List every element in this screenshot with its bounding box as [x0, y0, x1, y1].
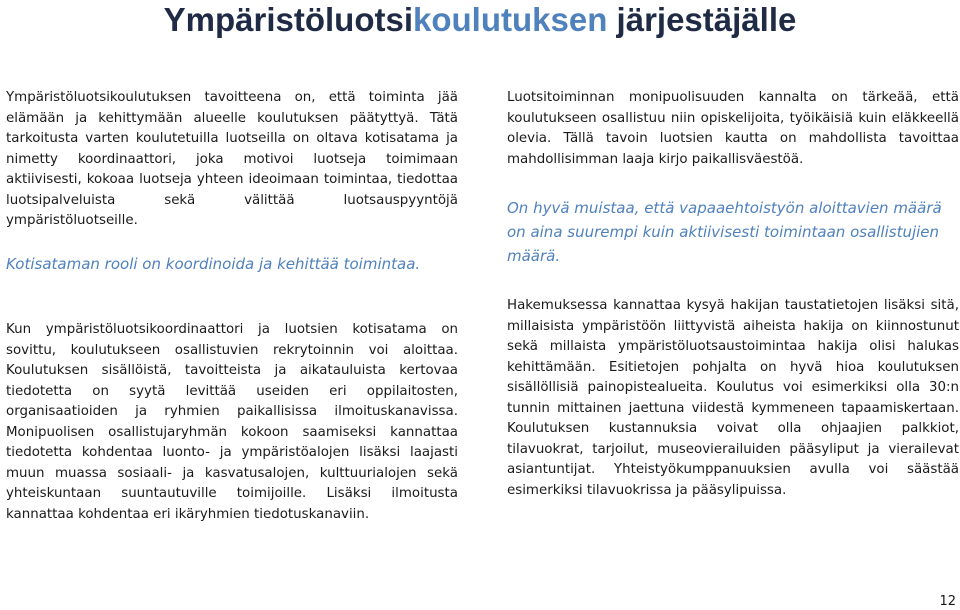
right-body-paragraph: Hakemuksessa kannattaa kysyä hakijan taustatietojen lisäksi sitä, millaisista ympäristöön liittyvistä aiheista hakija on kiinnostunut sekä millaista ympäristöluotsaustoimintaa hakija olisi halukas kehittämään. Esitietojen pohjalta on hyvä hioa koulutuksen sisällöllisiä painopistealueita. Koulutus voi esimerkiksi olla 30:n tunnin mittainen jaettuna viidestä kymmeneen tapaamiskertaan. Koulutuksen kustannuksia voivat olla ohjaajien palkkiot, tilavuokrat, tarjoilut, museovierailuiden pääsyliput ja vierailevat asiantuntijat. Yhteistyökumppanuuksien avulla voi säästää esimerkiksi tilavuokrissa ja pääsylipuissa.	[507, 298, 959, 498]
page-title	[0, 2, 960, 38]
right-intro-paragraph: Luotsitoiminnan monipuolisuuden kannalta on tärkeää, että koulutukseen osallistuu niin opiskelijoita, työikäisiä kuin eläkkeellä olevia. Tällä tavoin luotsien kautta on mahdollista tavoittaa mahdollisimman laaja kirjo paikallisväestöä.	[507, 90, 959, 167]
left-body-paragraph: Kun ympäristöluotsikoordinaattori ja luotsien kotisatama on sovittu, koulutukseen osallistuvien rekrytoinnin voi aloittaa. Koulutuksen sisällöistä, tavoitteista ja aikatauluista kertovaa tiedotetta on syytä levittää useiden eri oppilaitosten, organisaatioiden ja ryhmien paikallisissa ilmoituskanavissa. Monipuolisen osallistujaryhmän kokoon saamiseksi kannattaa tiedotetta kohdentaa luonto- ja ympäristöalojen lisäksi laajasti muun muassa sosiaali- ja kasvatusalojen, kulttuurialojen sekä yhteiskuntaan suuntautuville toimijoille. Lisäksi ilmoitusta kannattaa kohdentaa eri ikäryhmien tiedotuskanaviin.	[6, 322, 458, 522]
left-highlight: Kotisataman rooli on koordinoida ja kehittää toimintaa.	[6, 255, 421, 273]
right-column	[507, 88, 959, 170]
left-intro-paragraph: Ympäristöluotsikoulutuksen tavoitteena on, että toiminta jää elämään ja kehittymään alueelle koulutuksen päätyttyä. Tätä tarkoitusta varten koulutetuilla luotseilla on oltava kotisatama ja nimetty koordinaattori, joka motivoi luotseja toimimaan aktiivisesti, kokoaa luotseja yhteen ideoimaan toimintaa, tiedottaa luotsipalveluista sekä välittää luotsauspyyntöjä ympäristöluotseille.	[6, 90, 458, 228]
page-number: 12	[939, 594, 956, 609]
title-part-accent: koulutuksen	[413, 1, 608, 38]
right-highlight: On hyvä muistaa, että vapaaehtoistyön aloittavien määrä on aina suurempi kuin aktiivisesti toimintaan osallistujien määrä.	[507, 199, 942, 265]
left-body-column	[6, 320, 458, 525]
title-part-3: järjestäjälle	[607, 1, 797, 38]
title-part-1: Ympäristöluotsi	[163, 1, 414, 38]
right-body-column	[507, 296, 959, 501]
left-column	[6, 88, 458, 232]
